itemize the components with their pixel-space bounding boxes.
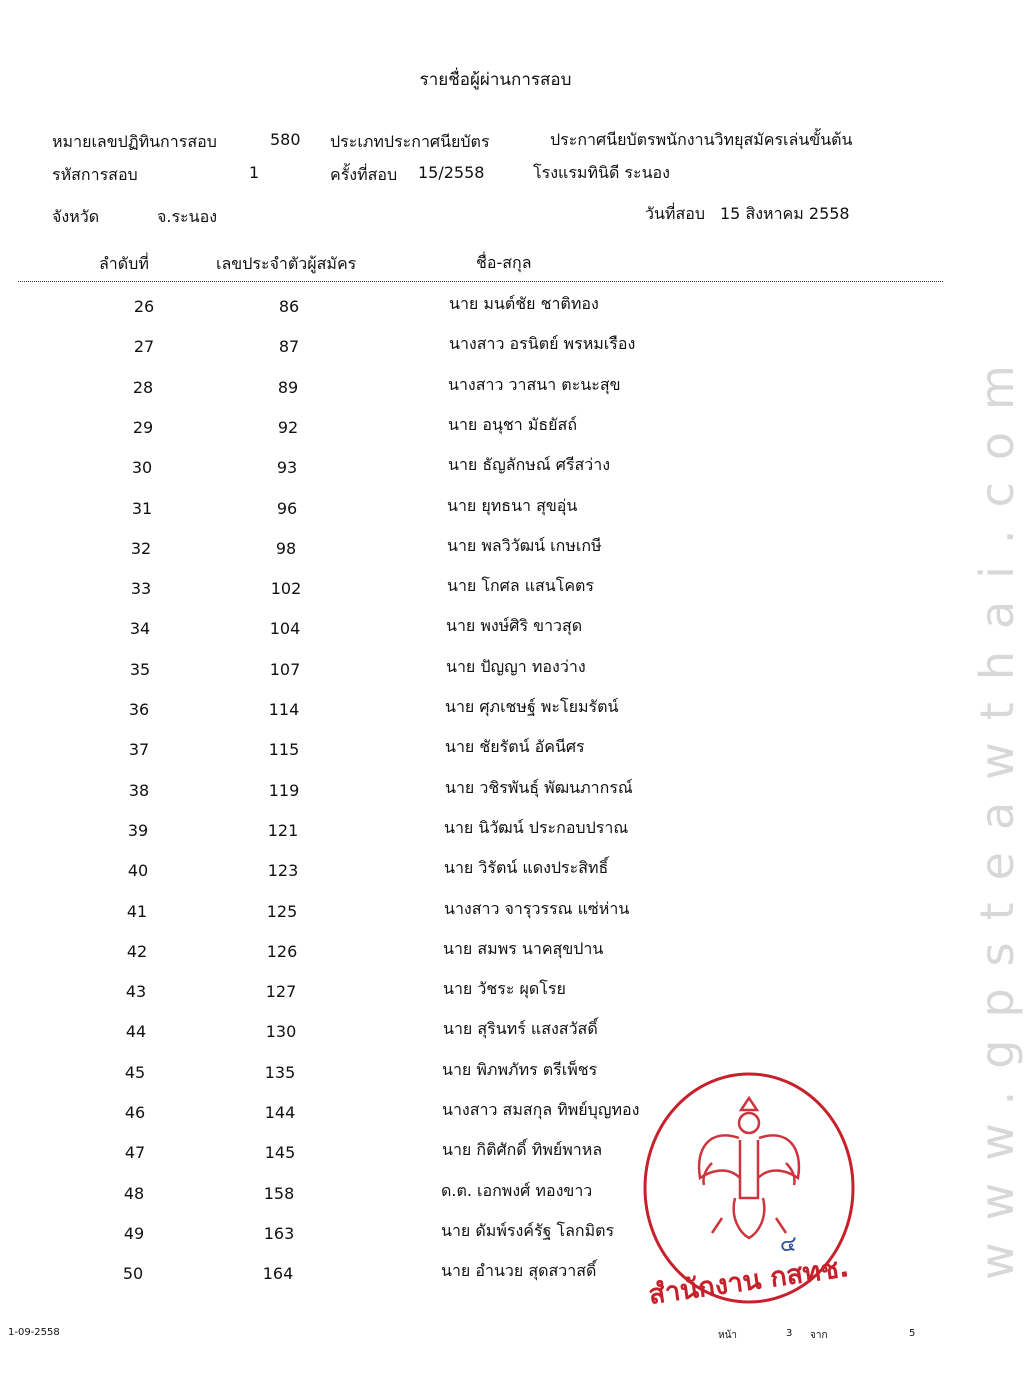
- table-row: [0, 697, 991, 730]
- row-applicant-id: 164: [262, 1264, 294, 1284]
- exam-no-label: หมายเลขปฏิทินการสอบ: [52, 132, 217, 151]
- row-applicant-id: 158: [263, 1183, 295, 1203]
- venue: โรงแรมทินิดี ระนอง: [533, 163, 670, 182]
- row-name: นาย อำนวย สุดสวาสดิ์: [441, 1261, 597, 1281]
- row-name: นาย มนต์ชัย ชาติทอง: [449, 294, 599, 313]
- row-seq: 42: [126, 941, 148, 961]
- row-name: นาย ธัญลักษณ์ ศรีสว่าง: [448, 455, 611, 475]
- office-stamp: [640, 1068, 858, 1311]
- table-row: [0, 414, 991, 448]
- header-divider: [18, 281, 943, 282]
- row-applicant-id: 127: [265, 982, 297, 1002]
- row-name: นาย วัชระ ผุดโรย: [443, 979, 566, 999]
- row-name: นางสาว สมสกุล ทิพย์บุญทอง: [442, 1100, 640, 1119]
- row-applicant-id: 144: [264, 1103, 296, 1122]
- province-value: จ.ระนอง: [157, 207, 218, 226]
- row-applicant-id: 115: [268, 740, 300, 760]
- row-seq: 49: [123, 1223, 145, 1243]
- header-applicant-id: เลขประจำตัวผู้สมัคร: [216, 254, 357, 273]
- row-seq: 46: [124, 1103, 146, 1122]
- row-applicant-id: 102: [270, 579, 302, 599]
- table-row: [0, 858, 991, 891]
- row-name: นาย พลวิวัฒน์ เกษเกษี: [447, 535, 602, 555]
- row-name: นางสาว จารุวรรณ แซ่ห่าน: [444, 898, 630, 918]
- table-row: [0, 656, 991, 690]
- row-applicant-id: 145: [264, 1143, 296, 1163]
- row-seq: 34: [129, 619, 151, 639]
- cert-type-value: ประกาศนียบัตรพนักงานวิทยุสมัครเล่นขั้นต้น: [550, 130, 853, 149]
- row-seq: 37: [128, 740, 150, 760]
- row-name: นาย สุรินทร์ แสงสวัสดิ์: [443, 1019, 598, 1039]
- row-seq: 30: [131, 458, 153, 478]
- row-name: นาย ยุทธนา สุขอุ่น: [447, 495, 578, 515]
- row-name: นาย ดัมพ์รงค์รัฐ โลกมิตร: [441, 1220, 615, 1240]
- row-applicant-id: 114: [268, 700, 300, 719]
- row-name: นาย อนุชา มัธยัสถ์: [448, 414, 577, 434]
- row-seq: 47: [124, 1143, 146, 1163]
- header-seq: ลำดับที่: [99, 254, 149, 273]
- row-name: นาย พิภพภัทร ตรีเพ็ชร: [442, 1059, 598, 1079]
- watermark: [925, 120, 1024, 1300]
- row-applicant-id: 104: [269, 619, 301, 639]
- exam-code-value: 1: [249, 163, 260, 182]
- cert-type-label: ประเภทประกาศนียบัตร: [330, 132, 490, 151]
- page-label: หน้า: [718, 1330, 738, 1341]
- garuda-emblem: [699, 1098, 799, 1238]
- row-seq: 29: [132, 417, 154, 437]
- row-applicant-id: 163: [263, 1223, 295, 1243]
- row-name: นาย วิรัตน์ แดงประสิทธิ์: [444, 858, 609, 878]
- row-seq: 32: [130, 538, 152, 558]
- table-row: [0, 616, 991, 649]
- document-title: รายชื่อผู้ผ่านการสอบ: [419, 70, 572, 90]
- row-seq: 36: [128, 700, 150, 719]
- table-row: [0, 737, 991, 770]
- row-applicant-id: 135: [264, 1062, 296, 1082]
- exam-date-label: วันที่สอบ: [645, 204, 705, 223]
- row-seq: 41: [126, 901, 148, 921]
- row-seq: 39: [127, 820, 149, 840]
- row-name: นาย นิวัฒน์ ประกอบปราณ: [444, 817, 629, 837]
- row-seq: 45: [124, 1062, 146, 1082]
- row-seq: 50: [122, 1264, 144, 1284]
- table-row: [0, 294, 991, 327]
- stamp-text: สำนักงาน กสทช.: [646, 1252, 851, 1311]
- table-row: [0, 374, 991, 408]
- table-row: [0, 455, 991, 488]
- row-seq: 31: [131, 498, 153, 518]
- row-applicant-id: 86: [278, 297, 300, 316]
- row-name: นาย สมพร นาคสุขปาน: [443, 938, 604, 958]
- exam-code-label: รหัสการสอบ: [52, 165, 138, 184]
- exam-date-value: 15 สิงหาคม 2558: [720, 204, 850, 223]
- row-applicant-id: 96: [276, 498, 298, 518]
- table-row: [0, 535, 991, 569]
- table-row: [0, 817, 991, 851]
- round-label: ครั้งที่สอบ: [330, 165, 398, 184]
- print-date: 1-09-2558: [8, 1327, 60, 1338]
- table-row: [0, 777, 991, 811]
- row-seq: 27: [133, 337, 155, 357]
- header-name: ชื่อ-สกุล: [476, 253, 532, 272]
- row-applicant-id: 130: [265, 1022, 297, 1042]
- table-row: [0, 334, 991, 367]
- row-applicant-id: 121: [267, 820, 299, 840]
- row-name: นาย โกศล แสนโคตร: [447, 576, 595, 596]
- table-row: [0, 898, 991, 932]
- row-seq: 38: [128, 780, 150, 800]
- row-name: นาย พงษ์ศิริ ขาวสุด: [446, 616, 583, 636]
- row-name: นาย ปัญญา ทองว่าง: [446, 656, 586, 676]
- row-seq: 33: [130, 579, 152, 599]
- row-seq: 48: [123, 1183, 145, 1203]
- province-label: จังหวัด: [52, 207, 100, 226]
- table-row: [0, 979, 991, 1012]
- row-applicant-id: 126: [266, 941, 298, 961]
- row-seq: 40: [127, 861, 149, 881]
- round-value: 15/2558: [418, 163, 485, 182]
- exam-no-value: 580: [270, 130, 301, 149]
- stamp-signature: ๔: [780, 1232, 797, 1257]
- row-name: นาย ชัยรัตน์ อัคนีศร: [445, 737, 585, 757]
- row-seq: 35: [129, 659, 151, 679]
- row-applicant-id: 98: [275, 538, 297, 558]
- table-row: [0, 1019, 991, 1052]
- table-row: [0, 576, 991, 609]
- row-applicant-id: 92: [277, 417, 299, 437]
- row-name: นางสาว วาสนา ตะนะสุข: [448, 374, 621, 394]
- page-total: 5: [909, 1328, 916, 1339]
- row-seq: 44: [125, 1022, 147, 1042]
- row-applicant-id: 107: [269, 659, 301, 679]
- row-applicant-id: 123: [267, 861, 299, 881]
- row-applicant-id: 87: [278, 337, 300, 357]
- row-applicant-id: 89: [277, 377, 299, 397]
- row-seq: 43: [125, 982, 147, 1002]
- row-name: นาย กิติศักดิ์ ทิพย์พาหล: [442, 1140, 603, 1160]
- table-row: [0, 938, 991, 972]
- of-label: จาก: [810, 1330, 828, 1341]
- page-number: 3: [786, 1328, 793, 1339]
- row-applicant-id: 125: [266, 901, 298, 921]
- row-seq: 28: [132, 377, 154, 397]
- row-applicant-id: 93: [276, 458, 298, 478]
- row-name: นาย ศุภเชษฐ์ พะโยมรัตน์: [445, 697, 619, 716]
- row-name: นางสาว อรนิตย์ พรหมเรือง: [449, 334, 636, 354]
- row-name: ด.ต. เอกพงศ์ ทองขาว: [441, 1180, 593, 1200]
- row-applicant-id: 119: [268, 780, 300, 800]
- row-seq: 26: [133, 297, 155, 316]
- watermark-text: www.gpsteawthai.com: [970, 343, 1024, 1280]
- row-name: นาย วชิรพันธุ์ พัฒนภากรณ์: [445, 777, 633, 797]
- table-row: [0, 495, 991, 529]
